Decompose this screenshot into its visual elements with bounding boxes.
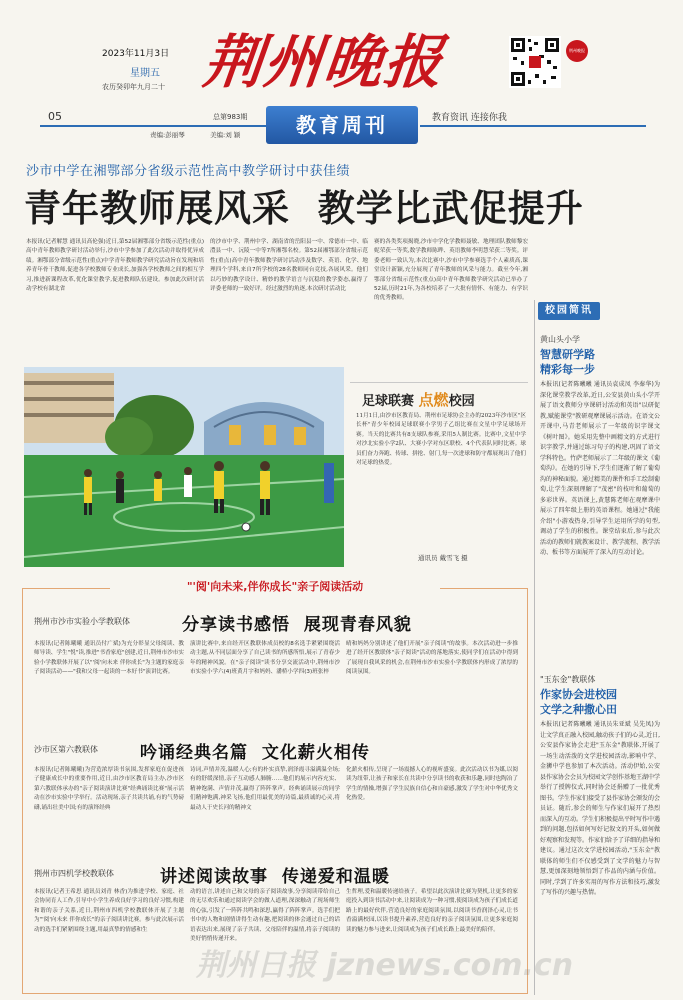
reading-s1-title: 分享读书感悟 展现青春风貌 [182, 615, 412, 635]
reading-s1-column-2: 演讲比赛中,来自经开区教联体成员校的8名选手紧紧围绕活动主题,从不同层面分享了自己读书的所感所悟,展示了青春少年的精神风貌。在"亲子阅读"读书分享交流活动中,荆州市沙市实验小学六(4)班黄月宇和妈妈、潘桥小学四(3)班张梓 [190, 641, 340, 676]
section-banner: 教育周刊 [266, 106, 418, 144]
sidebar-item1-text: 本报讯(记者陈曦曦 通讯员袁成凤 李秦华)为深化课堂教学改革,近日,公安县黄山头小学开展了语文教师分享课研讨活动和英语"以研促教,赋能课堂"教研观摩课展示活动。在语文公开课中,马青老师展示了一年级的识字课文《树叶图》。她采用先整中画精文的方式进行识字教学,并通过练习句子的构建,巩固了语文学科特色。竹萨老师展示了二年级的课文《葡萄沟》。在她的引导下,学生们逐渐了解了葡萄沟的神秘面貌。通过精美的课件和手工绘制葡萄,让学生深刻理解了"茂密"的枝叶和葡萄的多彩世界。英语课上,黄慧陈老师在观摩课中展示了四年级上册的英语课程。她通过"我能介绍"小游戏热身,引导学生运用所学的句型,调动了学生的积极性。课堂结束后,参与此次活动的教师们就教案设计、教学流程、教学活动、板书等方面展开了深入的互动讨论。 [540, 381, 660, 556]
football-title: 足球联赛 点燃校园 [362, 391, 475, 409]
issue-date: 2023年11月3日 [102, 49, 170, 59]
reading-s1-unit: 荆州市沙市实验小学教联体 [34, 617, 130, 626]
newspaper-logo: 荆州晚报 [200, 28, 448, 96]
reading-s3-title: 讲述阅读故事 传递爱和温暖 [160, 867, 390, 887]
qr-label: 荆州晚报 [566, 40, 588, 62]
lead-column-2: 的沙市中学、荆州中学、湖南省的岳阳县一中、常德市一中、临澧县一中、沅陵一中等7所湘鄂名校。第52届湘鄂部分省级示范性(重点)高中青年教师教学研讨活动涉及数学、英语、化学、地理四个学科,来自7所学校的28名教师同台竞技,各展风采。他们以巧妙的教学设计、精妙的教学语言与沉稳的教学姿态,赢得了评委老师的一致好评。经过激烈的角逐,本次研讨活动比 [210, 239, 368, 293]
reading-s1-column-1: 本报讯(记者陈曦曦 通讯员付广斌)为充分彰显父母阅读、教师导读、学生"悦"读,推进"书香家庭"创建,近日,荆州市沙市实验小学教联体开展了以"'阅'向未来 伴你成长"为主题的家庭亲子阅读活动——"我和父母一起读的一本好书"演讲比赛。 [34, 641, 184, 676]
banner-rule-left [22, 588, 110, 589]
sidebar-item2-title-line2: 文学之种撒心田 [540, 703, 617, 716]
lunar-date: 农历癸卯年九月二十 [102, 83, 165, 91]
reading-s1-column-3: 晴和妈妈分别讲述了他们开展"亲子阅读"的故事。本次活动进一步推进了经开区教联体"亲子阅读"活动的落地落实,使同学们在活动中得到了展现自我风采的机会,在荆州市沙市实验小学教联体内形成了浓厚的阅读氛围。 [346, 641, 518, 676]
sidebar-item1-kicker: 黄山头小学 [540, 335, 580, 344]
sidebar-item2-title-line1: 作家协会进校园 [540, 688, 617, 701]
lead-column-1: 本报讯(记者解慧 通讯员高伦强)近日,第52届湘鄂部分省级示范性(重点)高中青年教师教学研讨活动举行,沙市中学参加了此次活动并取得优异成绩。湘鄂部分省级示范性(重点)中学青年教师教学研究活动旨在发现和培养青年骨干教师,促进各学校教师专业成长,加强各学校教师之间的相互学习,推进新课程改革,优化课堂教学,促进教师队伍建设。参加此次研讨活动学校有湖北省 [26, 239, 204, 293]
reading-s2-column-2: 诗词,声情并茂,温暖人心;有的朴实真挚,润泽霞寻溢满温全场;有的舒缓深情,亲子互动感人肺腑……他们的展示内容充实、精神饱满、声情并茂,赢得了阵阵掌声。经典诵读展示的同学们精神饱满,神采飞扬,他们用最优美的诗篇,最质诚的心灵,将最动人于史长河的精神文 [190, 767, 340, 811]
banner-rule-right [440, 588, 528, 589]
sidebar-header: 校园简讯 [538, 302, 600, 320]
qr-code [509, 36, 561, 88]
reading-s2-unit: 沙市区第六教联体 [34, 745, 98, 754]
section-tagline: 教育资讯 连接你我 [432, 113, 507, 123]
header-rule-right [420, 125, 646, 127]
lead-kicker: 沙市中学在湘鄂部分省级示范性高中教学研讨中获佳绩 [26, 164, 351, 179]
reading-s1-head [34, 616, 130, 627]
reading-s2-column-1: 本报讯(记者陈曦曦)为营造浓厚读书氛围,发挥家庭在促进孩子健康成长中的重要作用,近日,由沙市区教育局主办,沙市区第六教联体承办的"亲子阅读演讲比赛"经典诵读比赛"展示活动在沙市实验中学举行。活动现场,亲子共读共诵,有的气势磅礴,诵出壮美中国;有的演绎经典 [34, 767, 184, 811]
reading-banner: "'阅'向未来,伴你成长"亲子阅读活动 [110, 578, 440, 596]
football-photo-credit: 通讯员 戴雪飞 摄 [418, 554, 468, 562]
sidebar-item1-title-line2: 精彩每一步 [540, 363, 595, 376]
lead-column-3: 赛的各类奖项揭晓,沙市中学化学教师聂敏、地理团队教师黎宏妮荣获一等奖,数学教师陈晔、英语教师李明慧荣获二等奖。评委老师一致认为,本次比赛中,沙市中学参赛选手个人素质高,课堂设计新颖,充分展现了青年教师的风采与能力。截至今年,湘鄂部分省级示范性(重点)高中青年教师教学研究活动已举办了52届,历时21年,为各校培养了一大批有情怀、有能力、有学识的优秀教师。 [374, 239, 528, 302]
sidebar-item2-text: 本报讯(记者陈曦曦 通讯员朱亚斌 吴先凤)为让文学真正融入校园,触动孩子们的心灵,近日,公安县作家协会走进"玉东金"教联体,开展了一场生动活泼的文学进校园活动,影响中学、金狮中学也参加了本次活动。活动伊始,公安县作家协会会员为校园文学创作基地王湖中学举行了授牌仪式,同时协会还捐赠了一批优秀图书。学生作家们接受了县作家协会颁发的会员证。随后,参会的师生与作家们展开了热烈而深入的互动。学生们积极提出平时写作中遇到的问题,包括如何写好记叙文的开头,如何做好观察和发现等。作家们给予了详细的指导和建议。通过这次文学进校园活动,"玉东金"教联体的师生们不仅感受到了文学的魅力与智慧,更加深刻地领悟到了作品的内涵与价值。同时,学到了许多实用的写作方法和技巧,激发了写作的兴趣与热情。 [540, 721, 660, 896]
football-photo [24, 367, 344, 567]
football-rule [350, 382, 528, 383]
sidebar-item2-kicker: "玉东金"教联体 [540, 675, 596, 684]
watermark: 荆州日报 jznews.com.cn [196, 948, 574, 983]
reading-s3-column-3: 生哲理,爱和温暖传递给孩子。希望以此次演讲比赛为契机,让更多的家庭投入到读书活动中来,让阅读成为一种习惯,使阅读成为孩子们成长道路上的最好伙伴,营造良好的家庭阅读氛围,以阅读书香润泽心灵,让书香溢满校园,以读书提升素养,营造良好的亲子阅读氛围,让更多家庭阅读的魅力参与进来,让阅读成为孩子们成长路上最美好的陪伴。 [346, 889, 518, 933]
editor-credit: 责编:彭丽琴 [150, 131, 185, 139]
football-text: 11月1日,由沙市区教育局、荆州市足球协会主办的2023年沙市区"区长杯"青少年校园足球联赛小学男子乙组比赛在文星中学足球场开赛。当天的比赛共有8支球队参赛,采用5人制比赛。比赛中,文星中学对沙北实验小学2队、大赛小学对东区联校、4个代表队同时比赛。球员们奋力奔跑、传球、拼抢、射门,每一次进球和防守都展现出了他们对足球的热爱。 [356, 413, 526, 467]
issue-weekday: 星期五 [130, 68, 160, 79]
reading-s2-column-3: 化薪火相传,呈现了一场震撼人心的视听盛宴。此次活动以书为媒,以阅读为纽带,让孩子和家长在共读中分享读书的收获和乐趣,同时也陶冶了学生的情操,增强了学生民族自信心和自豪感,激发了学生对中华优秀文化热爱。 [346, 767, 518, 802]
lead-headline: 青年教师展风采 教学比武促提升 [24, 186, 584, 230]
reading-s3-column-1: 本报讯(记者王希思 通讯员刘青 林香)为推进学校、家庭、社会协同育人工作,引导中小学生养成良好学习的良好习惯,构建和谐的亲子关系,近日,荆州市四机学校教联体开展了主题为"'阅'向未来 伴你成长"的亲子阅读讲比赛。参与此次展示活动的选手们紧紧围绕主题,用最真挚的情感和生 [34, 889, 184, 933]
reading-s3-column-2: 动的语言,讲述自己和父母的亲子阅读故事,分享阅读带给自己的无尽欢乐和通过阅读学会的做人道理,深深触动了现场师生的心弦,引发了一阵阵共鸣和深思,赢得了阵阵掌声。选手们把书中的人物和剧情讲得生动有趣,把阅读的体会通过自己的话语表达出来,展现了亲子共读、父母陪伴的温情,将亲子阅读的美好悄悄传递开来。 [190, 889, 340, 943]
page-number: 05 [48, 110, 62, 123]
header-rule-left [40, 125, 266, 127]
reading-s2-title: 吟诵经典名篇 文化薪火相传 [140, 743, 370, 763]
designer-credit: 美编:刘 颖 [210, 131, 241, 139]
issue-number: 总第983期 [213, 113, 248, 121]
sidebar-item1-title-line1: 智慧研学路 [540, 348, 595, 361]
reading-s3-unit: 荆州市四机学校教联体 [34, 869, 114, 878]
